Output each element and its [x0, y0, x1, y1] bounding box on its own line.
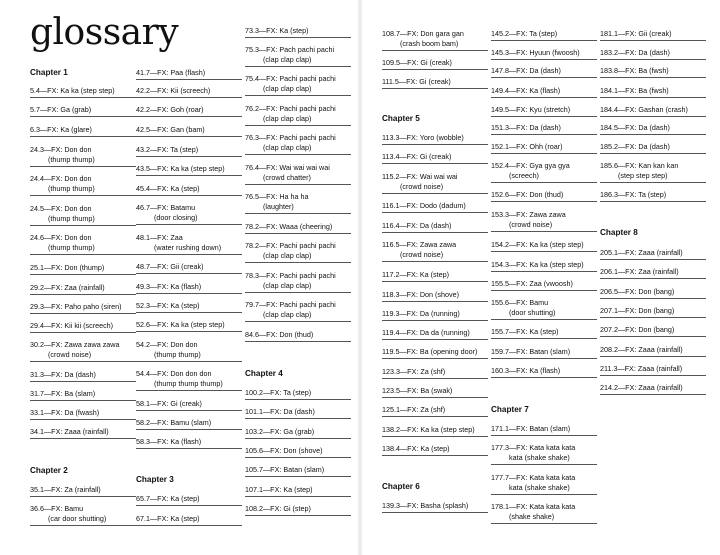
entry-text: 153.3—FX: Zawa zawa — [491, 210, 566, 219]
entry-translation: (thump thump thump) — [154, 379, 223, 388]
entry-text: 119.5—FX: Ba (opening door) — [382, 347, 478, 356]
glossary-entry — [30, 145, 136, 167]
entry-text: 208.2—FX: Zaaa (rainfall) — [600, 345, 683, 354]
entry-text: 186.3—FX: Ta (step) — [600, 190, 667, 199]
entry-text: 147.8—FX: Da (dash) — [491, 66, 561, 75]
entry-text: 5.4—FX: Ka ka (step step) — [30, 86, 115, 95]
entry-text: 152.1—FX: Ohh (roar) — [491, 142, 563, 151]
entry-text: 48.1—FX: Zaa — [136, 233, 183, 242]
chapter-heading: Chapter 7 — [491, 405, 529, 414]
glossary-entry — [600, 105, 706, 117]
glossary-entry — [382, 501, 488, 513]
glossary-entry — [30, 427, 136, 439]
glossary-entry — [136, 399, 242, 411]
entry-text: 108.7—FX: Don gara gan — [382, 29, 464, 38]
glossary-entry — [600, 142, 706, 154]
entry-text: 73.3—FX: Ka (step) — [245, 26, 309, 35]
entry-text: 42.2—FX: Kii (screech) — [136, 86, 211, 95]
glossary-entry — [136, 105, 242, 117]
entry-text: 42.5—FX: Gan (bam) — [136, 125, 205, 134]
entry-text: 25.1—FX: Don (thump) — [30, 263, 105, 272]
entry-text: 29.2—FX: Zaa (rainfall) — [30, 283, 105, 292]
chapter-heading: Chapter 4 — [245, 369, 283, 378]
entry-text: 65.7—FX: Ka (step) — [136, 494, 200, 503]
glossary-entry — [30, 125, 136, 137]
glossary-entry — [382, 444, 488, 456]
entry-translation: (thump thump) — [48, 243, 95, 252]
glossary-entry — [600, 306, 706, 318]
entry-text: 58.3—FX: Ka (flash) — [136, 437, 202, 446]
glossary-entry — [600, 325, 706, 337]
entry-text: 145.2—FX: Ta (step) — [491, 29, 558, 38]
glossary-entry — [30, 485, 136, 497]
entry-text: 211.3—FX: Zaaa (rainfall) — [600, 364, 683, 373]
entry-text: 33.1—FX: Da (fwash) — [30, 408, 100, 417]
entry-text: 76.4—FX: Wai wai wai wai — [245, 163, 330, 172]
entry-text: 54.2—FX: Don don — [136, 340, 198, 349]
entry-translation: (thump thump) — [48, 184, 95, 193]
glossary-entry — [136, 437, 242, 449]
glossary-entry — [491, 86, 597, 98]
entry-text: 49.3—FX: Ka (flash) — [136, 282, 202, 291]
glossary-entry — [245, 504, 351, 516]
glossary-entry — [245, 446, 351, 458]
glossary-entry — [491, 29, 597, 41]
chapter-heading: Chapter 3 — [136, 475, 174, 484]
glossary-entry — [30, 370, 136, 382]
entry-text: 152.6—FX: Don (thud) — [491, 190, 564, 199]
glossary-entry — [136, 145, 242, 157]
glossary-entry — [491, 279, 597, 291]
glossary-entry — [136, 125, 242, 137]
entry-text: 76.5—FX: Ha ha ha — [245, 192, 309, 201]
glossary-entry — [136, 164, 242, 176]
glossary-entry — [491, 298, 597, 320]
entry-text: 119.3—FX: Da (running) — [382, 309, 460, 318]
glossary-entry — [245, 388, 351, 400]
entry-text: 116.5—FX: Zawa zawa — [382, 240, 457, 249]
entry-text: 107.1—FX: Ka (step) — [245, 485, 313, 494]
glossary-entry — [136, 369, 242, 391]
entry-text: 123.3—FX: Za (shf) — [382, 367, 446, 376]
entry-text: 58.1—FX: Gi (creak) — [136, 399, 202, 408]
entry-text: 24.6—FX: Don don — [30, 233, 92, 242]
glossary-entry — [382, 290, 488, 302]
entry-text: 185.6—FX: Kan kan kan — [600, 161, 679, 170]
entry-text: 46.7—FX: Batamu — [136, 203, 196, 212]
entry-translation: (clap clap clap) — [263, 310, 312, 319]
glossary-entry — [382, 29, 488, 51]
glossary-entry — [382, 386, 488, 398]
glossary-entry — [30, 504, 136, 526]
glossary-entry — [600, 345, 706, 357]
glossary-entry — [382, 221, 488, 233]
entry-text: 42.2—FX: Goh (roar) — [136, 105, 204, 114]
glossary-entry — [382, 367, 488, 379]
entry-translation: (laughter) — [263, 202, 294, 211]
entry-text: 103.2—FX: Ga (grab) — [245, 427, 315, 436]
entry-text: 123.5—FX: Ba (swak) — [382, 386, 453, 395]
glossary-entry — [491, 210, 597, 232]
entry-translation: kata (shake shake) — [509, 483, 570, 492]
entry-text: 149.5—FX: Kyu (stretch) — [491, 105, 571, 114]
glossary-entry — [600, 29, 706, 41]
entry-text: 155.6—FX: Bamu — [491, 298, 549, 307]
entry-text: 138.2—FX: Ka ka (step step) — [382, 425, 475, 434]
entry-text: 115.2—FX: Wai wai wai — [382, 172, 458, 181]
entry-text: 101.1—FX: Da (dash) — [245, 407, 315, 416]
entry-translation: (crowd noise) — [509, 220, 553, 229]
entry-translation: (door closing) — [154, 213, 198, 222]
chapter-heading: Chapter 6 — [382, 482, 420, 491]
glossary-entry — [382, 77, 488, 89]
entry-translation: (thump thump) — [154, 350, 201, 359]
glossary-entry — [245, 74, 351, 96]
entry-translation: (clap clap clap) — [263, 114, 312, 123]
glossary-entry — [491, 502, 597, 524]
glossary-entry — [245, 192, 351, 214]
entry-text: 116.4—FX: Da (dash) — [382, 221, 452, 230]
entry-text: 155.5—FX: Zaa (vwoosh) — [491, 279, 573, 288]
glossary-entry — [382, 425, 488, 437]
glossary-entry — [491, 327, 597, 339]
glossary-entry — [600, 66, 706, 78]
entry-text: 29.4—FX: Kii kii (screech) — [30, 321, 114, 330]
glossary-entry — [30, 233, 136, 255]
entry-text: 116.1—FX: Dodo (dadum) — [382, 201, 466, 210]
entry-translation: (car door shutting) — [48, 514, 107, 523]
entry-text: 151.3—FX: Da (dash) — [491, 123, 561, 132]
entry-text: 214.2—FX: Zaaa (rainfall) — [600, 383, 683, 392]
page-title: glossary — [30, 12, 179, 53]
glossary-entry — [30, 340, 136, 362]
glossary-entry — [136, 262, 242, 274]
entry-text: 149.4—FX: Ka (flash) — [491, 86, 561, 95]
glossary-entry — [600, 267, 706, 279]
glossary-entry — [382, 328, 488, 340]
glossary-entry — [136, 340, 242, 362]
entry-text: 139.3—FX: Basha (splash) — [382, 501, 469, 510]
entry-text: 43.5—FX: Ka ka (step step) — [136, 164, 225, 173]
glossary-entry — [491, 142, 597, 154]
glossary-entry — [491, 424, 597, 436]
entry-text: 183.8—FX: Ba (fwsh) — [600, 66, 669, 75]
entry-translation: (clap clap clap) — [263, 55, 312, 64]
chapter-heading: Chapter 1 — [30, 68, 68, 77]
entry-translation: (clap clap clap) — [263, 251, 312, 260]
glossary-entry — [491, 190, 597, 202]
entry-text: 109.5—FX: Gi (creak) — [382, 58, 452, 67]
glossary-entry — [491, 347, 597, 359]
glossary-entry — [245, 45, 351, 67]
entry-text: 177.7—FX: Kata kata kata — [491, 473, 576, 482]
glossary-entry — [245, 163, 351, 185]
glossary-entry — [245, 26, 351, 38]
entry-text: 178.1—FX: Kata kata kata — [491, 502, 576, 511]
entry-text: 30.2—FX: Zawa zawa zawa — [30, 340, 120, 349]
entry-text: 160.3—FX: Ka (flash) — [491, 366, 561, 375]
entry-translation: (screech) — [509, 171, 539, 180]
entry-text: 52.6—FX: Ka ka (step step) — [136, 320, 225, 329]
entry-text: 155.7—FX: Ka (step) — [491, 327, 559, 336]
glossary-entry — [491, 473, 597, 495]
entry-text: 205.1—FX: Zaaa (rainfall) — [600, 248, 683, 257]
glossary-entry — [245, 271, 351, 293]
entry-text: 185.2—FX: Da (dash) — [600, 142, 670, 151]
entry-text: 41.7—FX: Paa (flash) — [136, 68, 206, 77]
glossary-entry — [245, 104, 351, 126]
glossary-entry — [30, 389, 136, 401]
glossary-entry — [491, 260, 597, 272]
glossary-entry — [382, 405, 488, 417]
glossary-entry — [600, 190, 706, 202]
chapter-heading: Chapter 8 — [600, 228, 638, 237]
glossary-entry — [30, 174, 136, 196]
entry-text: 78.2—FX: Waaa (cheering) — [245, 222, 333, 231]
entry-text: 24.3—FX: Don don — [30, 145, 92, 154]
entry-text: 183.2—FX: Da (dash) — [600, 48, 670, 57]
glossary-entry — [491, 240, 597, 252]
glossary-entry — [382, 152, 488, 164]
glossary-entry — [600, 364, 706, 376]
entry-text: 125.1—FX: Za (shf) — [382, 405, 446, 414]
entry-text: 24.5—FX: Don don — [30, 204, 92, 213]
glossary-entry — [136, 320, 242, 332]
glossary-entry — [491, 161, 597, 183]
entry-translation: (crowd noise) — [48, 350, 92, 359]
entry-text: 31.7—FX: Ba (slam) — [30, 389, 96, 398]
glossary-entry — [136, 514, 242, 526]
entry-translation: (crowd noise) — [400, 182, 444, 191]
entry-text: 54.4—FX: Don don don — [136, 369, 212, 378]
glossary-entry — [136, 418, 242, 430]
glossary-entry — [245, 407, 351, 419]
entry-text: 206.1—FX: Zaa (rainfall) — [600, 267, 679, 276]
entry-text: 113.3—FX: Yoro (wobble) — [382, 133, 464, 142]
entry-text: 48.7—FX: Gii (creak) — [136, 262, 204, 271]
entry-text: 118.3—FX: Don (shove) — [382, 290, 459, 299]
glossary-entry — [382, 58, 488, 70]
entry-text: 184.4—FX: Gashan (crash) — [600, 105, 688, 114]
glossary-entry — [491, 123, 597, 135]
glossary-entry — [245, 427, 351, 439]
entry-text: 34.1—FX: Zaaa (rainfall) — [30, 427, 109, 436]
glossary-entry — [600, 123, 706, 135]
glossary-entry — [382, 270, 488, 282]
glossary-entry — [245, 485, 351, 497]
glossary-entry — [136, 301, 242, 313]
entry-text: 58.2—FX: Bamu (slam) — [136, 418, 212, 427]
glossary-entry — [600, 161, 706, 183]
glossary-entry — [245, 133, 351, 155]
glossary-entry — [600, 86, 706, 98]
glossary-entry — [245, 465, 351, 477]
glossary-entry — [600, 383, 706, 395]
entry-text: 145.3—FX: Hyuun (fwoosh) — [491, 48, 580, 57]
entry-text: 35.1—FX: Za (rainfall) — [30, 485, 101, 494]
entry-text: 100.2—FX: Ta (step) — [245, 388, 312, 397]
glossary-entry — [491, 48, 597, 60]
glossary-entry — [136, 282, 242, 294]
glossary-entry — [382, 133, 488, 145]
entry-text: 84.6—FX: Don (thud) — [245, 330, 314, 339]
glossary-entry — [600, 287, 706, 299]
glossary-entry — [382, 172, 488, 194]
entry-text: 24.4—FX: Don don — [30, 174, 92, 183]
entry-text: 75.3—FX: Pach pachi pachi — [245, 45, 335, 54]
chapter-heading: Chapter 2 — [30, 466, 68, 475]
glossary-entry — [382, 240, 488, 262]
entry-translation: (crash boom bam) — [400, 39, 459, 48]
entry-text: 79.7—FX: Pachi pachi pachi — [245, 300, 336, 309]
glossary-entry — [245, 300, 351, 322]
glossary-entry — [491, 105, 597, 117]
entry-text: 29.3—FX: Paho paho (siren) — [30, 302, 122, 311]
entry-text: 78.3—FX: Pachi pachi pachi — [245, 271, 336, 280]
chapter-heading: Chapter 5 — [382, 114, 420, 123]
glossary-entry — [136, 203, 242, 225]
glossary-entry — [136, 233, 242, 255]
entry-text: 105.7—FX: Batan (slam) — [245, 465, 325, 474]
glossary-entry — [30, 302, 136, 314]
glossary-entry — [30, 86, 136, 98]
entry-text: 36.6—FX: Bamu — [30, 504, 84, 513]
glossary-entry — [136, 68, 242, 80]
entry-text: 5.7—FX: Ga (grab) — [30, 105, 92, 114]
glossary-entry — [245, 241, 351, 263]
entry-translation: (crowd chatter) — [263, 173, 311, 182]
glossary-entry — [30, 408, 136, 420]
entry-text: 111.5—FX: Gi (creak) — [382, 77, 451, 86]
glossary-entry — [30, 204, 136, 226]
glossary-entry — [30, 263, 136, 275]
glossary-entry — [382, 309, 488, 321]
entry-translation: (crowd noise) — [400, 250, 444, 259]
entry-translation: (clap clap clap) — [263, 143, 312, 152]
glossary-entry — [600, 48, 706, 60]
entry-text: 184.1—FX: Ba (fwsh) — [600, 86, 669, 95]
entry-text: 76.2—FX: Pachi pachi pachi — [245, 104, 336, 113]
entry-text: 207.1—FX: Don (bang) — [600, 306, 675, 315]
entry-text: 171.1—FX: Batan (slam) — [491, 424, 571, 433]
entry-text: 78.2—FX: Pachi pachi pachi — [245, 241, 336, 250]
entry-text: 181.1—FX: Gii (creak) — [600, 29, 672, 38]
entry-text: 6.3—FX: Ka (glare) — [30, 125, 92, 134]
glossary-entry — [30, 105, 136, 117]
entry-translation: (clap clap clap) — [263, 281, 312, 290]
entry-text: 159.7—FX: Batan (slam) — [491, 347, 571, 356]
entry-text: 207.2—FX: Don (bang) — [600, 325, 675, 334]
entry-text: 117.2—FX: Ka (step) — [382, 270, 449, 279]
entry-text: 138.4—FX: Ka (step) — [382, 444, 450, 453]
entry-text: 177.3—FX: Kata kata kata — [491, 443, 576, 452]
glossary-entry — [491, 366, 597, 378]
glossary-entry — [136, 184, 242, 196]
entry-text: 184.5—FX: Da (dash) — [600, 123, 670, 132]
entry-translation: (water rushing down) — [154, 243, 222, 252]
entry-text: 31.3—FX: Da (dash) — [30, 370, 96, 379]
entry-text: 206.5—FX: Don (bang) — [600, 287, 675, 296]
entry-text: 75.4—FX: Pachi pachi pachi — [245, 74, 336, 83]
entry-text: 113.4—FX: Gi (creak) — [382, 152, 452, 161]
glossary-entry — [491, 66, 597, 78]
entry-translation: (clap clap clap) — [263, 84, 312, 93]
glossary-entry — [30, 321, 136, 333]
entry-text: 105.6—FX: Don (shove) — [245, 446, 323, 455]
entry-text: 76.3—FX: Pachi pachi pachi — [245, 133, 336, 142]
entry-translation: (step step step) — [618, 171, 668, 180]
entry-translation: (thump thump) — [48, 155, 95, 164]
entry-text: 152.4—FX: Gya gya gya — [491, 161, 570, 170]
entry-text: 108.2—FX: Gi (step) — [245, 504, 311, 513]
glossary-entry — [136, 86, 242, 98]
entry-translation: (thump thump) — [48, 214, 95, 223]
glossary-entry — [600, 248, 706, 260]
glossary-entry — [245, 222, 351, 234]
glossary-entry — [136, 494, 242, 506]
entry-text: 45.4—FX: Ka (step) — [136, 184, 200, 193]
glossary-entry — [30, 283, 136, 295]
glossary-entry — [382, 347, 488, 359]
entry-translation: (door shutting) — [509, 308, 556, 317]
entry-text: 67.1—FX: Ka (step) — [136, 514, 200, 523]
entry-translation: (shake shake) — [509, 512, 555, 521]
glossary-entry — [382, 201, 488, 213]
entry-text: 154.3—FX: Ka ka (step step) — [491, 260, 584, 269]
entry-translation: kata (shake shake) — [509, 453, 570, 462]
entry-text: 154.2—FX: Ka ka (step step) — [491, 240, 584, 249]
entry-text: 119.4—FX: Da da (running) — [382, 328, 470, 337]
glossary-entry — [491, 443, 597, 465]
entry-text: 52.3—FX: Ka (step) — [136, 301, 200, 310]
entry-text: 43.2—FX: Ta (step) — [136, 145, 199, 154]
glossary-entry — [245, 330, 351, 342]
